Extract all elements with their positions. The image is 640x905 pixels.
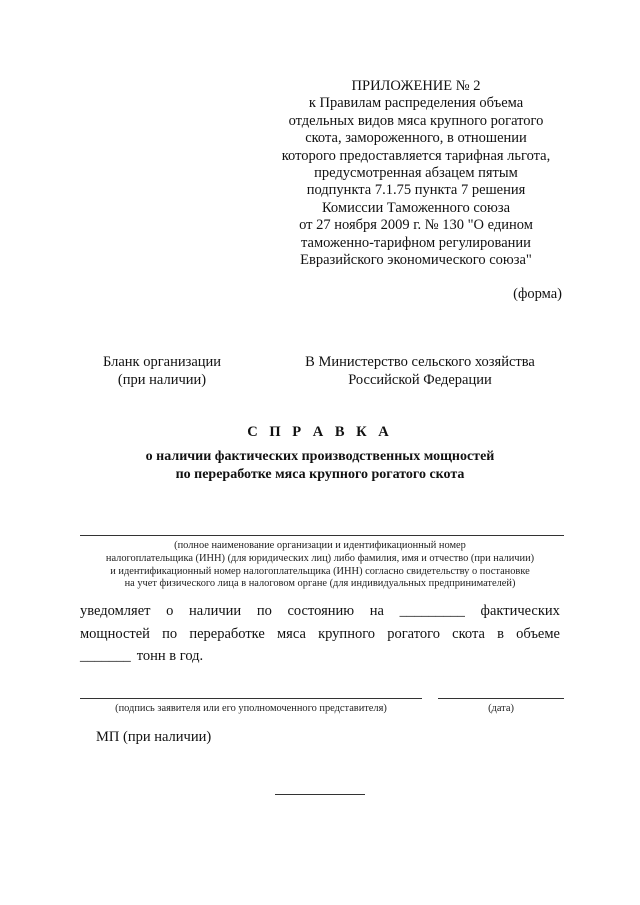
body-word: объеме: [516, 625, 560, 642]
body-word: в: [497, 625, 504, 642]
hint-line: налогоплательщика (ИНН) (для юридических лиц) либо фамилия, имя и отчество (при наличии): [105, 552, 535, 564]
body-word: мощностей: [80, 625, 150, 642]
body-word: состоянию: [287, 603, 355, 619]
appendix-line: скота, замороженного, в отношении: [305, 130, 527, 147]
appendix-line: которого предоставляется тарифная льгота,: [281, 147, 551, 164]
addressee-line: Российской Федерации: [348, 371, 492, 388]
body-word: тонн в год.: [136, 648, 204, 664]
appendix-line: от 27 ноября 2009 г. № 130 "О едином: [299, 217, 533, 234]
appendix-line: ПРИЛОЖЕНИЕ № 2: [351, 78, 481, 94]
footer-divider: [275, 794, 365, 795]
applicant-name-field[interactable]: [80, 535, 564, 536]
body-word: переработке: [189, 625, 265, 642]
body-word: мяса: [276, 625, 306, 642]
body-word: наличии: [189, 603, 242, 619]
body-word: по: [162, 625, 178, 642]
appendix-line: отдельных видов мяса крупного рогатого: [288, 112, 544, 129]
date-caption: (дата): [488, 703, 514, 714]
signature-caption: (подпись заявителя или его уполномоченного представителя): [115, 703, 387, 714]
subtitle-line: по переработке мяса крупного рогатого скота: [175, 466, 465, 482]
notification-body: [80, 600, 560, 668]
appendix-line: Евразийского экономического союза": [300, 252, 532, 269]
hint-line: и идентификационный номер налогоплательщика (ИНН) согласно свидетельству о постановке: [110, 565, 530, 577]
body-word: уведомляет: [80, 603, 151, 619]
body-word: рогатого: [387, 625, 440, 642]
stamp-label: МП (при наличии): [96, 729, 212, 745]
body-word: скота: [452, 625, 485, 642]
hint-line: на учет физического лица в налоговом органе (для индивидуальных предпринимателей): [124, 578, 516, 590]
date-field[interactable]: [438, 698, 564, 699]
document-title: С П Р А В К А: [247, 424, 393, 440]
hint-line: (полное наименование организации и идентификационный номер: [174, 540, 466, 551]
body-word: о: [166, 603, 174, 619]
organization-blank: [72, 354, 252, 389]
body-word: фактических: [480, 603, 560, 619]
appendix-line: к Правилам распределения объема: [308, 95, 524, 112]
body-line-3: [80, 645, 560, 668]
volume-blank-field[interactable]: _______: [80, 648, 131, 664]
form-label: (форма): [513, 286, 562, 302]
subtitle-line: о наличии фактических производственных мощностей: [145, 449, 495, 464]
organization-blank-line: Бланк организации: [102, 354, 222, 370]
body-line-1: [80, 600, 560, 623]
signature-field[interactable]: [80, 698, 422, 699]
body-word: по: [256, 603, 272, 619]
body-word: на: [369, 603, 384, 619]
appendix-line: подпункта 7.1.75 пункта 7 решения: [306, 182, 526, 199]
date-blank-field[interactable]: _________: [399, 603, 465, 619]
appendix-line: таможенно-тарифном регулировании: [301, 234, 531, 251]
body-line-2: [80, 623, 560, 646]
organization-blank-note: (при наличии): [117, 371, 207, 388]
addressee-block: [288, 354, 552, 389]
appendix-header: [248, 78, 584, 269]
appendix-line: Комиссии Таможенного союза: [321, 199, 511, 216]
appendix-line: предусмотренная абзацем пятым: [314, 165, 518, 182]
addressee-line: В Министерство сельского хозяйства: [305, 354, 535, 370]
body-word: крупного: [318, 625, 376, 642]
document-subtitle: [0, 448, 640, 483]
applicant-hint: [80, 540, 560, 591]
